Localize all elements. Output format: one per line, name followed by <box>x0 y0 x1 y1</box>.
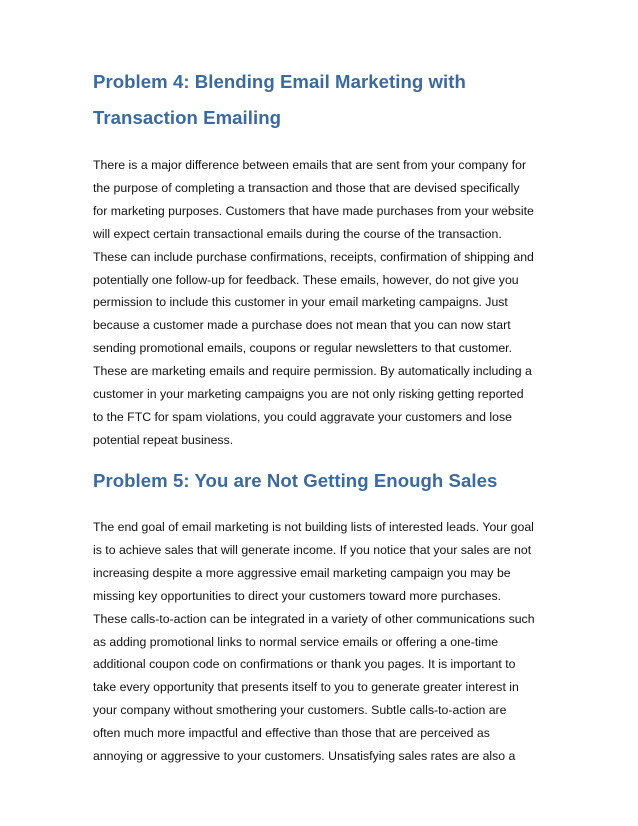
section-problem-5 <box>93 463 545 768</box>
body-line: customer in your marketing campaigns you are not only risking getting reported <box>93 387 524 402</box>
section-heading <box>93 64 545 136</box>
body-line: The end goal of email marketing is not building lists of interested leads. Your goal <box>93 520 534 534</box>
body-line: potentially one follow-up for feedback. These emails, however, do not give you <box>93 272 519 287</box>
body-line: There is a major difference between emails that are sent from your company for <box>93 158 527 172</box>
body-line: as adding promotional links to normal service emails or offering a one-time <box>93 634 499 649</box>
body-line: for marketing purposes. Customers that have made purchases from your website <box>93 203 534 218</box>
heading-line: Problem 4: Blending Email Marketing with <box>93 71 466 92</box>
body-line: because a customer made a purchase does not mean that you can now start <box>93 318 511 333</box>
body-line: permission to include this customer in your email marketing campaigns. Just <box>93 295 508 310</box>
body-line: to the FTC for spam violations, you could aggravate your customers and lose <box>93 409 512 424</box>
body-line: is to achieve sales that will generate income. If you notice that your sales are not <box>93 542 532 557</box>
body-line: annoying or aggressive to your customers. Unsatisfying sales rates are also a <box>93 749 516 764</box>
body-line: the purpose of completing a transaction and those that are devised specifically <box>93 180 520 195</box>
heading-line: Problem 5: You are Not Getting Enough Sales <box>93 470 498 491</box>
section-body <box>93 154 545 452</box>
body-line: potential repeat business. <box>93 432 234 447</box>
body-line: These are marketing emails and require permission. By automatically including a <box>93 364 532 379</box>
body-line: will expect certain transactional emails during the course of the transaction. <box>93 226 502 241</box>
body-line: your company without smothering your customers. Subtle calls-to-action are <box>93 703 507 718</box>
body-line: increasing despite a more aggressive email marketing campaign you may be <box>93 565 511 580</box>
section-heading <box>93 463 545 499</box>
section-problem-4 <box>93 64 545 452</box>
section-body <box>93 516 545 768</box>
body-line: These can include purchase confirmations, receipts, confirmation of shipping and <box>93 249 534 264</box>
body-line: sending promotional emails, coupons or regular newsletters to that customer. <box>93 341 512 356</box>
heading-line: Transaction Emailing <box>93 107 282 128</box>
body-line: missing key opportunities to direct your customers toward more purchases. <box>93 588 502 603</box>
body-line: often much more impactful and effective than those that are perceived as <box>93 726 490 741</box>
body-line: take every opportunity that presents itself to you to generate greater interest in <box>93 680 519 695</box>
body-line: These calls-to-action can be integrated in a variety of other communications such <box>93 611 535 626</box>
body-line: additional coupon code on confirmations or thank you pages. It is important to <box>93 657 516 672</box>
